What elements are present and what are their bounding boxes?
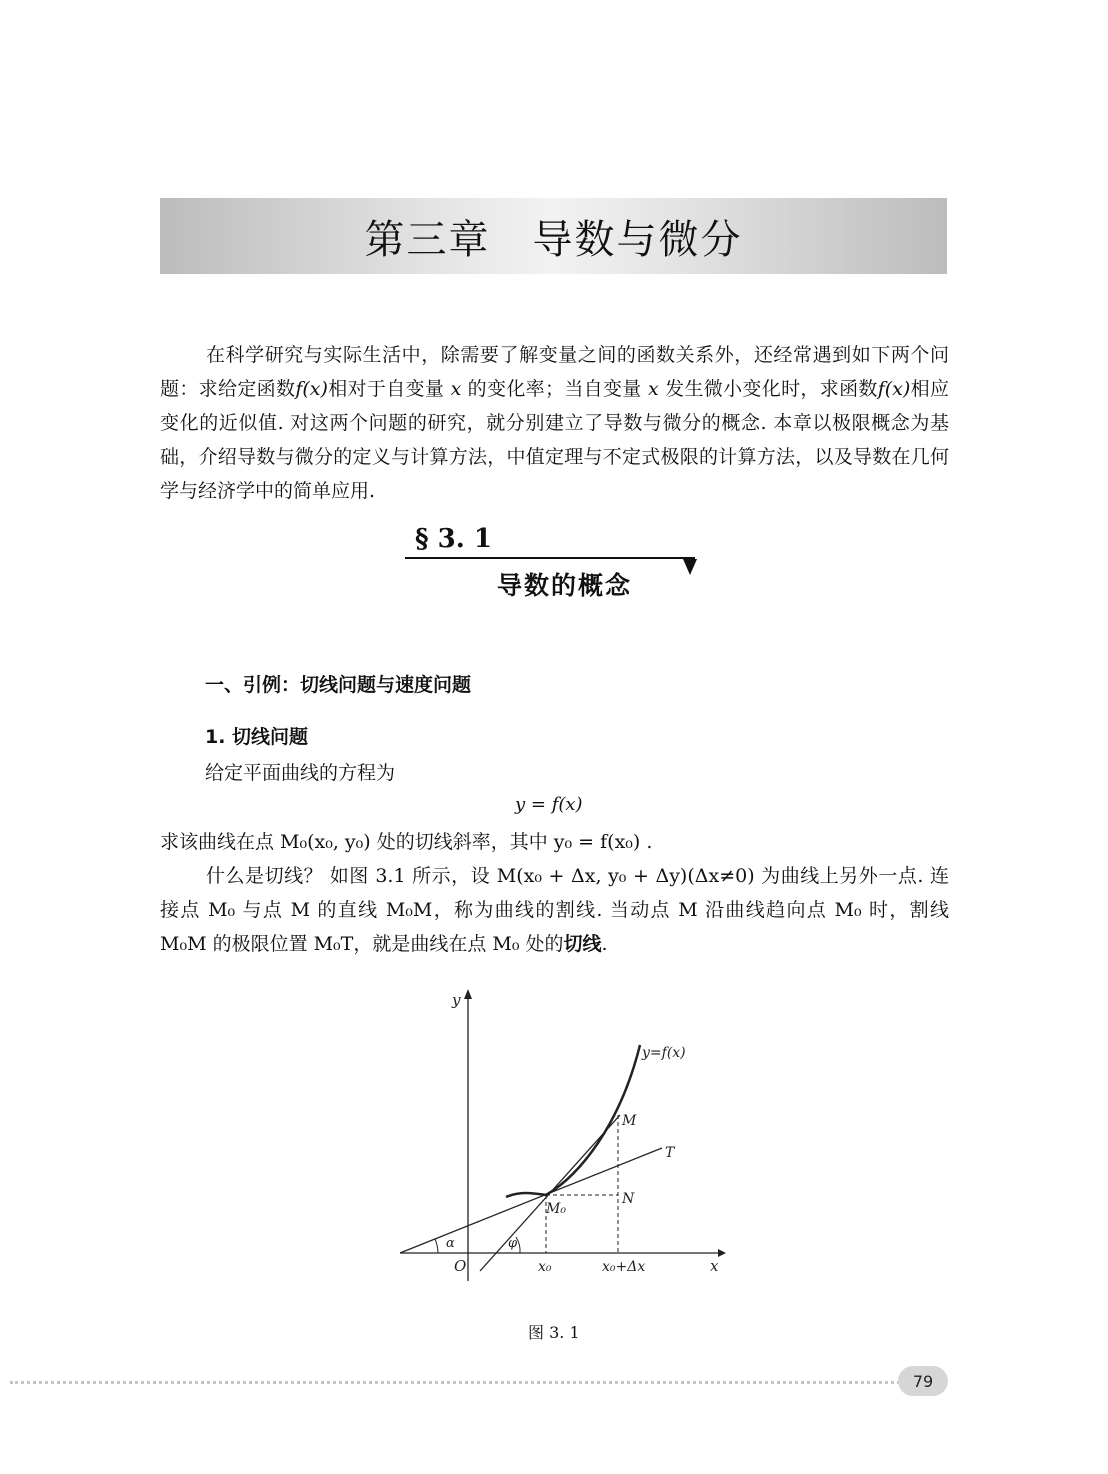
intro-text-5: 发生微小变化时，求函数 bbox=[665, 378, 878, 400]
x-axis-arrow-icon bbox=[718, 1249, 726, 1257]
label-N: N bbox=[622, 1191, 635, 1207]
footer-dotted-rule bbox=[10, 1381, 905, 1384]
label-x-axis: x bbox=[710, 1257, 719, 1275]
intro-text-1: 在科学研究与实际生活中，除需要了解变量之间的函数关系外，还经常遇到 bbox=[206, 344, 852, 366]
figure-tangent-diagram bbox=[380, 975, 730, 1295]
intro-paragraph bbox=[160, 338, 949, 508]
section-rule bbox=[405, 557, 695, 559]
subsection-title: 一、引例：切线问题与速度问题 bbox=[205, 674, 472, 696]
body-p3-text: 什么是切线？ 如图 3.1 所示，设 M(x₀ + Δx, y₀ + Δy)(Δx≠0) 为曲线上另外一点. 连接点 M₀ 与点 M 的直线 M₀M，称为曲线的割线. 当动点 M 沿曲线趋向点 M₀ 时，割线 M₀M 的极限位置 M₀T，就是曲线在点 M₀ 处的 bbox=[160, 865, 949, 955]
intro-text-2: 如下两个问题：求给定函数 bbox=[160, 344, 949, 400]
chapter-banner bbox=[160, 198, 947, 274]
intro-var: x bbox=[450, 378, 462, 400]
intro-text-4: 的变化率；当自变量 bbox=[467, 378, 642, 400]
label-origin: O bbox=[454, 1257, 467, 1275]
intro-func: f(x) bbox=[295, 378, 328, 400]
body-paragraph-3 bbox=[160, 859, 949, 961]
item-title: 1. 切线问题 bbox=[205, 726, 309, 748]
section-title: 导数的概念 bbox=[497, 571, 633, 600]
figure-caption: 图 3. 1 bbox=[528, 1323, 580, 1342]
intro-text-3: 相对于自变量 bbox=[327, 378, 445, 400]
label-x0dx: x₀+Δx bbox=[602, 1259, 646, 1275]
label-phi: φ bbox=[508, 1236, 518, 1251]
label-T: T bbox=[665, 1145, 675, 1161]
y-axis-arrow-icon bbox=[464, 989, 472, 999]
label-x0: x₀ bbox=[538, 1259, 552, 1275]
body-line-1: 给定平面曲线的方程为 bbox=[205, 762, 396, 784]
body-line-2: 求该曲线在点 M₀(x₀, y₀) 处的切线斜率，其中 y₀ = f(x₀) . bbox=[160, 831, 653, 853]
chapter-title: 第三章 导数与微分 bbox=[364, 216, 743, 263]
intro-var-2: x bbox=[648, 378, 659, 400]
body-p3-end: . bbox=[601, 933, 608, 955]
label-alpha: α bbox=[446, 1236, 455, 1251]
alpha-arc bbox=[435, 1239, 438, 1253]
label-curve: y=f(x) bbox=[642, 1045, 686, 1061]
label-y-axis: y bbox=[452, 991, 461, 1009]
section-triangle-icon bbox=[683, 559, 697, 575]
curve bbox=[506, 1045, 640, 1197]
label-M0: M₀ bbox=[546, 1201, 566, 1217]
secant-line bbox=[480, 1115, 620, 1271]
intro-func-2: f(x) bbox=[877, 378, 911, 400]
label-M: M bbox=[622, 1113, 637, 1129]
formula: y = f(x) bbox=[515, 794, 583, 815]
section-number: § 3. 1 bbox=[415, 524, 492, 554]
term-tangent: 切线 bbox=[563, 933, 602, 955]
intro-text-6: 相应变化的近似值. 对这两个问题的研究，就分别建立了导数与微分的概念. 本章以极限概念为基础，介绍导数与微分的定义与计算方法，中值定理与不定式极限的计算方法，以及导数在几何学与经济学中的简单应用. bbox=[160, 378, 949, 502]
page-number: 79 bbox=[898, 1366, 948, 1396]
